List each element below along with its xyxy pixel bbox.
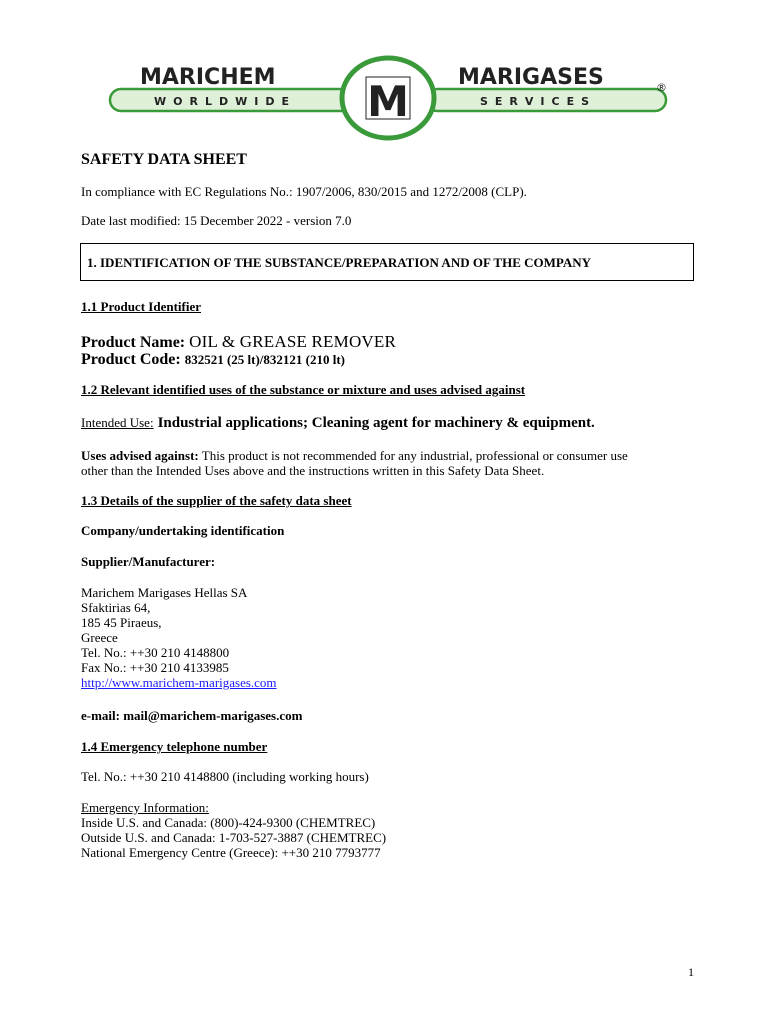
logo-registered-mark: ® <box>656 81 667 94</box>
section-1-heading: 1. IDENTIFICATION OF THE SUBSTANCE/PREPARATION AND OF THE COMPANY <box>87 255 592 270</box>
logo-marichem: MARICHEM <box>140 65 276 90</box>
supplier-address <box>81 585 277 690</box>
fax-line: Fax No.: ++30 210 4133985 <box>81 660 229 675</box>
address-line: Sfaktirias 64, <box>81 600 151 615</box>
logo-center-letter: M <box>367 77 409 126</box>
emergency-line: Outside U.S. and Canada: 1-703-527-3887 (CHEMTREC) <box>81 830 387 845</box>
document-title: SAFETY DATA SHEET <box>81 151 247 168</box>
logo-services: SERVICES <box>480 95 597 108</box>
advised-against-label: Uses advised against: <box>81 448 199 463</box>
email-line: e-mail: mail@marichem-marigases.com <box>81 708 303 723</box>
product-code-value: 832521 (25 lt)/832121 (210 lt) <box>184 352 346 367</box>
emergency-information <box>81 800 386 860</box>
website-link[interactable]: http://www.marichem-marigases.com <box>81 675 277 690</box>
section-1-2-heading: 1.2 Relevant identified uses of the substance or mixture and uses advised against <box>81 382 526 397</box>
emergency-telephone: Tel. No.: ++30 210 4148800 (including working hours) <box>81 769 369 784</box>
compliance-text: In compliance with EC Regulations No.: 1907/2006, 830/2015 and 1272/2008 (CLP). <box>81 184 527 199</box>
intended-use-label: Intended Use: <box>81 415 154 430</box>
advised-against-line1: This product is not recommended for any industrial, professional or consumer use <box>201 448 628 463</box>
emergency-line: Inside U.S. and Canada: (800)-424-9300 (CHEMTREC) <box>81 815 376 830</box>
logo-worldwide: WORLDWIDE <box>154 95 296 108</box>
advised-against-line2: other than the Intended Uses above and the instructions written in this Safety Data Sheet. <box>81 463 545 478</box>
emergency-line: National Emergency Centre (Greece): ++30 210 7793777 <box>81 845 381 860</box>
product-name-row <box>81 332 396 352</box>
section-1-box <box>80 243 694 281</box>
address-line: Greece <box>81 630 118 645</box>
supplier-label: Supplier/Manufacturer: <box>81 554 216 569</box>
telephone-line: Tel. No.: ++30 210 4148800 <box>81 645 230 660</box>
section-1-3-heading: 1.3 Details of the supplier of the safety data sheet <box>81 493 352 508</box>
address-line: Marichem Marigases Hellas SA <box>81 585 248 600</box>
company-logo <box>108 55 674 141</box>
section-1-4-heading: 1.4 Emergency telephone number <box>81 739 268 754</box>
product-code-row <box>81 351 345 369</box>
logo-marigases: MARIGASES <box>458 65 604 90</box>
section-1-1-heading: 1.1 Product Identifier <box>81 299 201 314</box>
intended-use-row <box>81 414 595 432</box>
page-number: 1 <box>688 965 694 979</box>
product-name-label: Product Name: <box>81 334 186 351</box>
intended-use-value: Industrial applications; Cleaning agent for machinery & equipment. <box>157 415 595 431</box>
uses-advised-against <box>81 448 628 478</box>
product-code-label: Product Code: <box>81 351 181 368</box>
company-identification: Company/undertaking identification <box>81 523 285 538</box>
address-line: 185 45 Piraeus, <box>81 615 162 630</box>
date-modified: Date last modified: 15 December 2022 - version 7.0 <box>81 213 352 228</box>
product-name-value: OIL & GREASE REMOVER <box>189 332 397 351</box>
emergency-info-label: Emergency Information: <box>81 800 209 815</box>
